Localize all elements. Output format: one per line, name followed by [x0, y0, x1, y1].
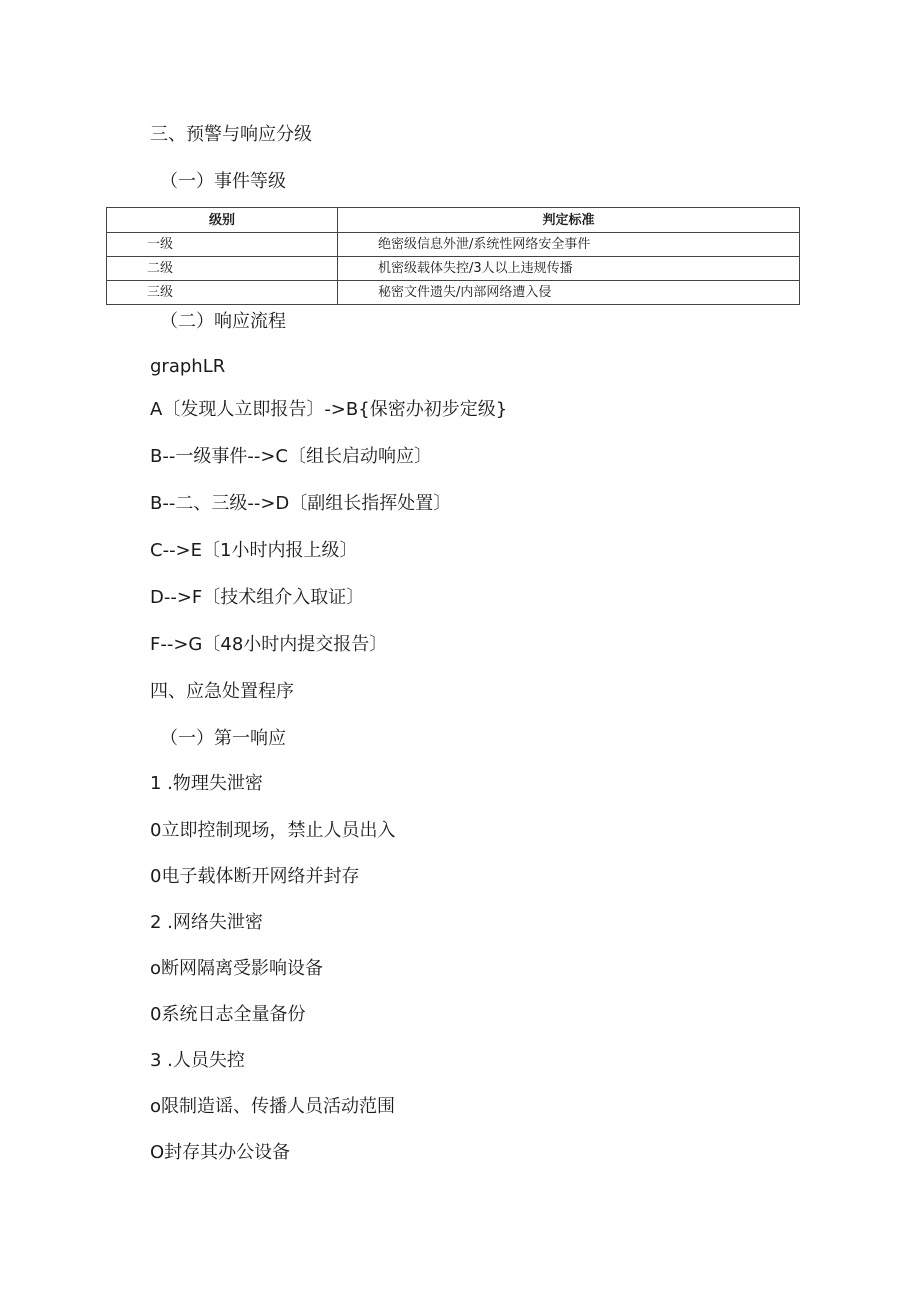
- cell-criteria: 机密级载体失控/3人以上违规传播: [338, 257, 800, 281]
- procedure-line: o断网隔离受影响设备: [150, 958, 324, 979]
- cell-criteria: 绝密级信息外泄/系统性网络安全事件: [338, 233, 800, 257]
- procedure-line: 0电子载体断开网络并封存: [150, 866, 360, 887]
- flow-line: C-->E〔1小时内报上级〕: [150, 540, 358, 561]
- table-row: [107, 233, 800, 257]
- flow-line: B--二、三级-->D〔副组长指挥处置〕: [150, 493, 452, 514]
- section-4-1-title: （一）第一响应: [160, 728, 286, 749]
- section-3-title: 三、预警与响应分级: [150, 124, 312, 145]
- section-3-2-title: （二）响应流程: [160, 311, 286, 332]
- cell-level: 三级: [107, 281, 338, 305]
- flow-line: A〔发现人立即报告〕->B{保密办初步定级}: [150, 399, 508, 420]
- flow-line: D-->F〔技术组介入取证〕: [150, 587, 365, 608]
- flow-line: graphLR: [150, 356, 226, 377]
- procedure-line: O封存其办公设备: [150, 1142, 291, 1163]
- procedure-line: 0立即控制现场，禁止人员出入: [150, 820, 396, 841]
- cell-level: 一级: [107, 233, 338, 257]
- section-4-title: 四、应急处置程序: [150, 681, 294, 702]
- table-row: [107, 257, 800, 281]
- procedure-line: o限制造谣、传播人员活动范围: [150, 1096, 396, 1117]
- event-grade-table: [106, 207, 800, 305]
- cell-criteria: 秘密文件遗失/内部网络遭入侵: [338, 281, 800, 305]
- procedure-line: 2 .网络失泄密: [150, 912, 263, 933]
- procedure-line: 1 .物理失泄密: [150, 773, 263, 794]
- header-criteria: 判定标准: [338, 208, 800, 233]
- section-3-1-title: （一）事件等级: [160, 171, 286, 192]
- flow-line: F-->G〔48小时内提交报告〕: [150, 634, 388, 655]
- flow-line: B--一级事件-->C〔组长启动响应〕: [150, 446, 432, 467]
- header-level: 级别: [107, 208, 338, 233]
- procedure-line: 0系统日志全量备份: [150, 1004, 306, 1025]
- table-row: [107, 281, 800, 305]
- procedure-line: 3 .人员失控: [150, 1050, 245, 1071]
- table-header-row: [107, 208, 800, 233]
- cell-level: 二级: [107, 257, 338, 281]
